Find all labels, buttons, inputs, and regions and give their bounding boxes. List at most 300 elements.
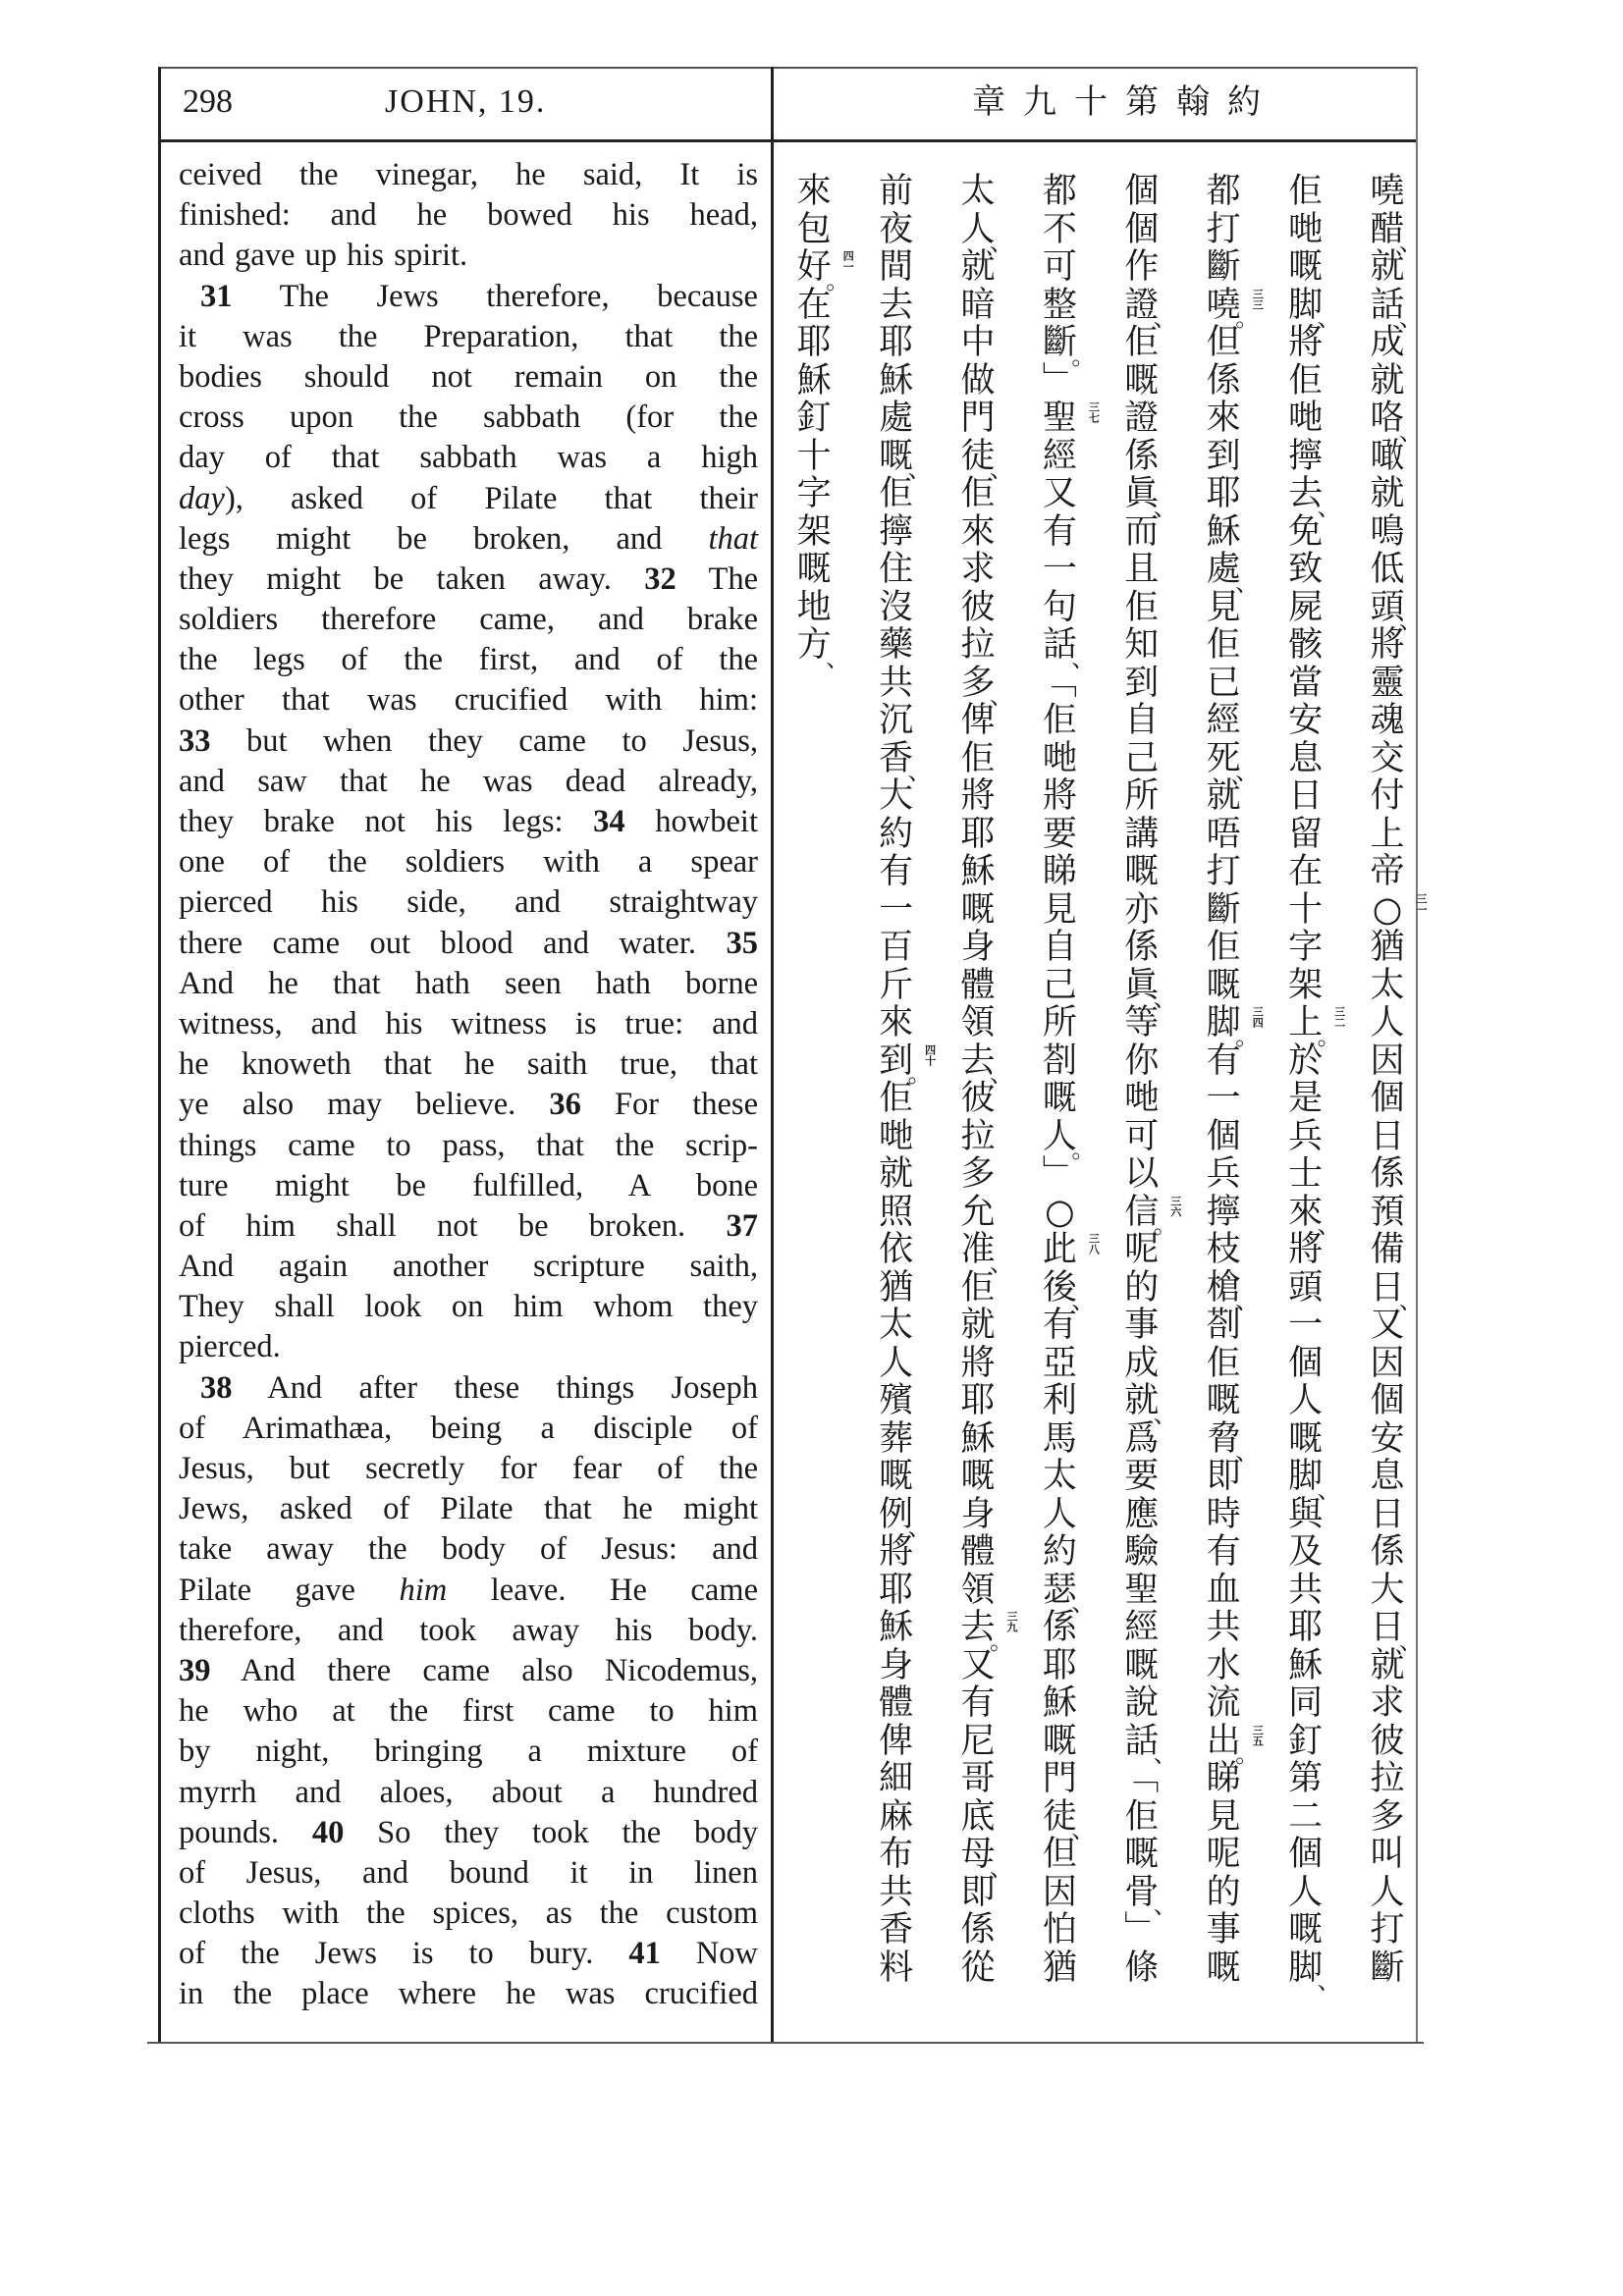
chinese-character: 彼 xyxy=(960,1079,996,1118)
text-segment: by night, bringing a mixture of xyxy=(179,1734,758,1770)
punctuation: 、 xyxy=(990,682,1013,710)
chinese-character: 信 。 三六 xyxy=(1124,1192,1182,1239)
text-segment: day xyxy=(179,480,225,516)
chinese-character: 猶 xyxy=(1042,1948,1077,1988)
chinese-character: 脚 、 xyxy=(1288,285,1341,332)
chinese-character: 頭 、 xyxy=(1370,587,1423,634)
chinese-character: 係 xyxy=(1124,436,1160,476)
chinese-character: 而 xyxy=(1124,511,1160,552)
chinese-character: 徒 、 xyxy=(1042,1796,1096,1843)
chinese-character: 是 xyxy=(1288,1079,1324,1118)
chinese-character: 亦 xyxy=(1124,889,1160,930)
chinese-running-head: 約翰第十九章 xyxy=(972,82,1278,122)
punctuation: 、 xyxy=(1071,644,1096,672)
punctuation: 。 xyxy=(1153,1211,1177,1239)
english-line xyxy=(179,1368,758,1409)
verse-number: 32 xyxy=(644,561,676,597)
chinese-character: 身 xyxy=(960,1494,996,1534)
chinese-character: 不 xyxy=(1042,209,1077,249)
punctuation: 、 xyxy=(1153,493,1177,521)
punctuation: 、 xyxy=(1399,1627,1423,1655)
punctuation: 、 xyxy=(1317,304,1341,332)
chinese-character: 己 xyxy=(1042,965,1077,1005)
chinese-character: 佢 xyxy=(879,474,914,513)
chinese-character: 地 xyxy=(796,587,832,627)
chinese-character: 穌 xyxy=(1288,1645,1324,1685)
chinese-character: 事 xyxy=(1124,1306,1160,1345)
chinese-character: 係 xyxy=(960,1910,996,1949)
chinese-character: ○ 三一 xyxy=(1372,889,1428,930)
chinese-character: 呢 xyxy=(1124,1230,1160,1269)
english-line xyxy=(179,236,758,276)
chinese-character: 共 xyxy=(879,1872,914,1912)
english-line xyxy=(179,1611,758,1651)
chinese-character: 咯 、 xyxy=(1370,399,1423,446)
chinese-character: 打 xyxy=(1206,209,1241,249)
chinese-character: 就 xyxy=(960,247,996,287)
chinese-character: 一 xyxy=(1206,1079,1241,1118)
english-line xyxy=(179,1691,758,1732)
chinese-character: 日 、 xyxy=(1370,1267,1423,1314)
verse-number: 41 xyxy=(628,1936,661,1972)
chinese-character: 佢 xyxy=(1206,928,1241,967)
chinese-character: 共 xyxy=(1206,1608,1241,1647)
english-line xyxy=(179,1853,758,1894)
english-line xyxy=(179,398,758,438)
chinese-character: 嘅 xyxy=(1124,1835,1160,1874)
punctuation: 、 xyxy=(1235,568,1260,597)
text-segment: And again another scripture saith, xyxy=(179,1249,758,1285)
chinese-character: ﹂ xyxy=(1042,1154,1077,1194)
english-line xyxy=(179,277,758,317)
chinese-character: 照 xyxy=(879,1192,914,1232)
chinese-character: 於 xyxy=(1288,1041,1324,1081)
chinese-character: 字 xyxy=(796,474,832,513)
chinese-character: 睇 xyxy=(1042,852,1077,891)
chinese-character: 又 xyxy=(1370,1306,1405,1345)
verse-number: 36 xyxy=(549,1087,581,1123)
verse-number: 三四 xyxy=(1251,1006,1265,1028)
text-segment: The Jews therefore, because xyxy=(232,278,758,314)
english-line xyxy=(179,1449,758,1489)
chinese-character: 個 xyxy=(1370,1381,1405,1420)
chinese-character: 佢 xyxy=(1288,172,1324,211)
chinese-character: 耶 xyxy=(1042,1645,1077,1685)
chinese-character: 將 xyxy=(960,1343,996,1383)
chinese-character: 藥 xyxy=(879,625,914,665)
verse-number: 38 xyxy=(200,1369,233,1406)
text-segment: For these xyxy=(580,1087,758,1123)
text-segment: howbeit xyxy=(624,804,758,839)
text-segment: things came to pass, that the scrip- xyxy=(179,1127,758,1163)
chinese-character: 哥 xyxy=(960,1759,996,1798)
chinese-character: 哋 xyxy=(879,1116,914,1156)
chinese-character: 太 xyxy=(960,172,996,211)
chinese-character: 拉 xyxy=(960,1116,996,1156)
chinese-character: 帝 xyxy=(1370,852,1405,891)
chinese-character: 徒 、 xyxy=(960,436,1013,483)
text-segment: The xyxy=(676,561,758,597)
chinese-column xyxy=(877,172,937,1988)
text-segment: pierced his side, and straightway xyxy=(179,884,758,921)
top-rule xyxy=(159,67,1418,69)
english-line xyxy=(179,1206,758,1247)
verse-number: 三八 xyxy=(1087,1233,1101,1255)
chinese-character: 但 xyxy=(1206,323,1241,362)
chinese-character: 噉 xyxy=(1370,436,1405,476)
chinese-character: 例 、 xyxy=(879,1494,932,1541)
chinese-character: 拉 xyxy=(960,625,996,665)
punctuation: 、 xyxy=(1317,1211,1341,1239)
chinese-character: 嘅 xyxy=(1206,1948,1241,1988)
chinese-character: 的 xyxy=(1124,1267,1160,1308)
chinese-character: 穌 xyxy=(1042,1683,1077,1723)
punctuation: 。 xyxy=(1317,1022,1341,1050)
chinese-character: 第 xyxy=(1288,1759,1324,1798)
chinese-character: 係 xyxy=(1370,1532,1405,1572)
chinese-character: 話 、 xyxy=(1042,625,1096,672)
chinese-character: 及 xyxy=(1288,1532,1324,1572)
verse-number: 34 xyxy=(593,804,625,839)
text-segment: ), asked of Pilate that their xyxy=(224,480,758,516)
chinese-character: 在 xyxy=(796,285,832,325)
chinese-character: 呢 xyxy=(1206,1835,1241,1874)
chinese-character: 二 xyxy=(1288,1796,1324,1837)
chinese-character: 成 xyxy=(1124,1343,1160,1383)
english-line xyxy=(179,802,758,842)
chinese-character: 見 xyxy=(1042,889,1077,930)
punctuation: 、 xyxy=(1153,1740,1177,1768)
chinese-character: 整 xyxy=(1042,285,1077,325)
chinese-character: 嘅 xyxy=(1206,1381,1241,1420)
verse-number: 三九 xyxy=(1005,1611,1018,1632)
chinese-character: 麻 xyxy=(879,1796,914,1837)
chinese-character: 佢 xyxy=(1124,1796,1160,1837)
chinese-character: 拉 xyxy=(1370,1759,1405,1798)
chinese-character: 有 xyxy=(879,852,914,891)
chinese-character: 人 xyxy=(1288,1381,1324,1420)
english-line xyxy=(179,1773,758,1813)
text-segment: So they took the body xyxy=(344,1814,758,1850)
punctuation: 、 xyxy=(907,455,932,483)
chinese-character: 因 xyxy=(1042,1872,1077,1912)
chinese-character: 將 xyxy=(1288,323,1324,362)
chinese-character: 交 xyxy=(1370,738,1405,778)
chinese-character: 擰 xyxy=(1288,436,1324,476)
chinese-character: 去 xyxy=(879,285,914,325)
chinese-character: 佢 xyxy=(879,1079,914,1118)
punctuation: 、 xyxy=(1399,229,1423,256)
chinese-character: 脚 。 三四 xyxy=(1206,1003,1265,1050)
chinese-character: 證 xyxy=(1124,399,1160,438)
chinese-character: 的 xyxy=(1206,1872,1241,1912)
chinese-character: 嘅 xyxy=(1042,1079,1077,1118)
chinese-character: 嘅 xyxy=(960,1457,996,1496)
chinese-character: 個 xyxy=(1288,1835,1324,1874)
chinese-character: 眞 、 xyxy=(1124,474,1177,521)
chinese-character: 此 三八 xyxy=(1042,1230,1101,1269)
english-line xyxy=(179,1085,758,1125)
english-line xyxy=(179,1166,758,1206)
text-segment: him xyxy=(399,1572,448,1608)
chinese-column xyxy=(794,172,855,672)
english-line xyxy=(179,1974,758,2014)
verse-number: 三七 xyxy=(1087,401,1101,423)
chinese-character: 係 xyxy=(1206,360,1241,400)
text-segment: And there came also Nicodemus, xyxy=(210,1652,758,1688)
english-line xyxy=(179,842,758,882)
chinese-character: 脅 、 xyxy=(1206,1418,1260,1466)
chinese-character: 佢 xyxy=(960,1267,996,1308)
chinese-character: 嘅 xyxy=(1288,1910,1324,1949)
chinese-character: 又 xyxy=(960,1645,996,1685)
chinese-character: 脚 、 xyxy=(1288,1457,1341,1504)
chinese-character: 預 xyxy=(1370,1192,1405,1232)
chinese-character: 嘵 。 三三 xyxy=(1206,285,1265,332)
text-segment: ye also may believe. xyxy=(179,1087,550,1123)
chinese-character: 出 。 三五 xyxy=(1206,1721,1265,1768)
chinese-character: 體 xyxy=(960,965,996,1005)
text-segment: that xyxy=(708,520,758,557)
english-line xyxy=(179,1044,758,1085)
chinese-character: 同 xyxy=(1288,1683,1324,1723)
chinese-character: 架 xyxy=(796,511,832,552)
chinese-character: 留 xyxy=(1288,814,1324,854)
chinese-character: 細 xyxy=(879,1759,914,1798)
chinese-character: 都 xyxy=(1042,172,1077,211)
text-segment: cross upon the sabbath (for the xyxy=(179,400,758,436)
chinese-character: 將 xyxy=(1042,776,1077,816)
punctuation: 、 xyxy=(1317,493,1341,521)
chinese-character: 共 xyxy=(879,663,914,703)
text-segment: Jesus, but secretly for fear of the xyxy=(179,1451,758,1486)
chinese-character: 方 、 xyxy=(796,625,850,672)
chinese-character: 准 、 xyxy=(960,1230,1013,1277)
chinese-character: 前 xyxy=(879,172,914,211)
chinese-character: 在 xyxy=(1288,852,1324,891)
chinese-character: 瑟 、 xyxy=(1042,1570,1096,1617)
chinese-column xyxy=(958,172,1018,1988)
chinese-character: 就 、 xyxy=(1124,1381,1177,1428)
verse-number: 三二 xyxy=(1332,1006,1346,1028)
chinese-character: 屍 xyxy=(1288,587,1324,627)
punctuation: 。 xyxy=(1071,342,1096,370)
chinese-character: 槍 、 xyxy=(1206,1267,1260,1314)
chinese-character: 到 xyxy=(1206,436,1241,476)
chinese-character: 來 xyxy=(879,1003,914,1042)
text-segment: he knoweth that he saith true, that xyxy=(179,1046,758,1083)
chinese-character: 人 。 xyxy=(1042,1116,1096,1163)
chinese-character: 知 xyxy=(1124,625,1160,665)
chinese-character: 係 xyxy=(1124,928,1160,967)
punctuation: 、 xyxy=(1399,1287,1423,1314)
text-segment: take away the body of Jesus: and xyxy=(179,1531,758,1568)
english-line xyxy=(179,1651,758,1691)
punctuation: 、 xyxy=(1399,304,1423,332)
chinese-character: 水 xyxy=(1206,1645,1241,1685)
text-segment: of Jesus, and bound it in linen xyxy=(179,1854,758,1891)
text-segment: therefore, and took away his body. xyxy=(179,1612,758,1648)
chinese-character: 耶 xyxy=(1288,1608,1324,1647)
chinese-character: 要 xyxy=(1124,1457,1160,1496)
text-segment: bodies should not remain on the xyxy=(179,358,758,395)
chinese-character: 經 xyxy=(1206,701,1241,740)
chinese-character: 後 、 xyxy=(1042,1267,1096,1314)
chinese-character: 個 xyxy=(1124,209,1160,249)
chinese-character: 來 xyxy=(960,511,996,552)
chinese-character: 布 xyxy=(879,1835,914,1874)
english-line xyxy=(179,155,758,195)
chinese-character: 猶 xyxy=(1370,928,1405,967)
chinese-character: 可 xyxy=(1042,247,1077,287)
chinese-character: 一 xyxy=(879,889,914,930)
chinese-character: 多 xyxy=(1370,1796,1405,1837)
chinese-character: 就 xyxy=(1206,776,1241,816)
chinese-character: 應 xyxy=(1124,1494,1160,1534)
english-line xyxy=(179,317,758,357)
chinese-character: 個 xyxy=(1288,1343,1324,1383)
column-divider xyxy=(771,67,774,2044)
chinese-character: 息 xyxy=(1370,1457,1405,1496)
chinese-character: 將 xyxy=(960,776,996,816)
chinese-character: 領 xyxy=(960,1003,996,1042)
chinese-character: 穌 xyxy=(960,1418,996,1459)
chinese-character: 因 xyxy=(1370,1343,1405,1383)
verse-number: 四十 xyxy=(923,1043,937,1066)
chinese-character: 己 xyxy=(1124,738,1160,778)
chinese-character: 日 xyxy=(1370,1116,1405,1156)
punctuation: 、 xyxy=(1071,1816,1096,1843)
chinese-character: 人 xyxy=(879,1343,914,1383)
chinese-column xyxy=(1040,172,1101,1988)
chinese-character: 釘 xyxy=(796,399,832,438)
punctuation: 。 xyxy=(907,1060,932,1088)
chinese-character: 嘅 xyxy=(796,550,832,589)
chinese-character: 允 xyxy=(960,1192,996,1232)
chinese-character: 亞 xyxy=(1042,1343,1077,1383)
chinese-character: 自 xyxy=(1042,928,1077,967)
chinese-character: 依 xyxy=(879,1230,914,1269)
chinese-character: 有 xyxy=(1042,1306,1077,1345)
chinese-character: 字 xyxy=(1288,928,1324,967)
chinese-character: 耶 xyxy=(960,1381,996,1420)
text-segment: and saw that he was dead already, xyxy=(179,763,758,799)
chinese-character: 安 xyxy=(1370,1418,1405,1459)
chinese-character: 打 xyxy=(1370,1910,1405,1949)
chinese-character: 條 xyxy=(1124,1948,1160,1988)
punctuation: 、 xyxy=(826,644,850,672)
verse-number: 33 xyxy=(179,722,211,759)
chinese-character: 嘅 xyxy=(1124,852,1160,891)
chinese-character: 太 xyxy=(879,1306,914,1345)
chinese-character: 馬 xyxy=(1042,1418,1077,1459)
page-number: 298 xyxy=(183,83,233,120)
chinese-character: 以 xyxy=(1124,1154,1160,1194)
chinese-character: 兵 xyxy=(1206,1154,1241,1194)
chinese-character: 斷 xyxy=(1370,1948,1405,1988)
chinese-character: 底 xyxy=(960,1796,996,1837)
english-line xyxy=(179,519,758,560)
text-segment: of the Jews is to bury. xyxy=(179,1936,629,1972)
text-segment: day of that sabbath was a high xyxy=(179,440,758,476)
chinese-character: 到 xyxy=(1124,663,1160,703)
english-line xyxy=(179,721,758,762)
chinese-character: 有 xyxy=(1206,1041,1241,1081)
text-segment: they brake not his legs: xyxy=(179,804,594,839)
chinese-character: 日 xyxy=(1288,776,1324,816)
text-segment: legs might be broken, and xyxy=(179,520,709,557)
chinese-character: 從 xyxy=(960,1948,996,1988)
chinese-character: 要 xyxy=(1042,814,1077,854)
chinese-character: 可 xyxy=(1124,1116,1160,1156)
punctuation: 、 xyxy=(1235,1438,1260,1466)
chinese-character: 日 xyxy=(1370,1494,1405,1534)
chinese-character: 門 xyxy=(1042,1759,1077,1798)
chinese-character: 太 xyxy=(1042,1457,1077,1496)
chinese-character: 利 xyxy=(1042,1381,1077,1420)
chinese-character: 但 xyxy=(1042,1835,1077,1874)
english-line xyxy=(179,1529,758,1570)
chinese-character: 佢 xyxy=(960,738,996,778)
chinese-character: 剳 xyxy=(1206,1306,1241,1345)
punctuation: 、 xyxy=(1235,1287,1260,1314)
english-line xyxy=(179,195,758,236)
chinese-character: 聖 xyxy=(1124,1570,1160,1610)
chinese-character: 大 xyxy=(1370,1570,1405,1610)
chinese-character: 佢 xyxy=(1124,323,1160,362)
verse-number: 37 xyxy=(726,1207,758,1244)
chinese-character: 百 xyxy=(879,928,914,967)
chinese-character: 佢 xyxy=(1124,587,1160,627)
english-line xyxy=(179,1732,758,1772)
chinese-character: 斷 xyxy=(1206,247,1241,287)
chinese-character: 擰 xyxy=(879,511,914,552)
chinese-character: 打 xyxy=(1206,852,1241,891)
punctuation: 、 xyxy=(907,1514,932,1541)
text-segment: ceived the vinegar, he said, It is xyxy=(179,157,758,192)
english-line xyxy=(179,640,758,680)
chinese-character: 耶 xyxy=(879,323,914,362)
chinese-character: 就 xyxy=(1370,360,1405,400)
chinese-character: 哋 xyxy=(1288,399,1324,438)
chinese-character: 將 xyxy=(1288,1230,1324,1269)
chinese-character: 穌 xyxy=(796,360,832,400)
english-text-column xyxy=(179,155,758,2015)
chinese-character: 即 xyxy=(1206,1457,1241,1496)
chinese-character: 睇 xyxy=(1206,1759,1241,1798)
chinese-character: 係 xyxy=(1042,1608,1077,1647)
chinese-character: 來 、 xyxy=(1288,1192,1341,1239)
chinese-character: 佢 xyxy=(1288,360,1324,400)
chinese-character: 佢 xyxy=(1206,625,1241,665)
chinese-character: 就 xyxy=(879,1154,914,1194)
chinese-character: 魂 xyxy=(1370,701,1405,740)
header-rule xyxy=(159,139,1418,142)
chinese-character: ﹂ xyxy=(1042,360,1077,400)
punctuation: 、 xyxy=(1071,1287,1096,1314)
chinese-character: 即 xyxy=(960,1872,996,1912)
chinese-character: 釘 xyxy=(1288,1721,1324,1761)
chinese-character: 耶 xyxy=(879,1570,914,1610)
chinese-character: 包 xyxy=(796,209,832,249)
chinese-character: 枝 xyxy=(1206,1230,1241,1269)
chinese-character: 來 xyxy=(1206,399,1241,438)
text-segment: ture might be fulfilled, A bone xyxy=(179,1167,758,1203)
chinese-character: 免 xyxy=(1288,511,1324,552)
chinese-character: 備 xyxy=(1370,1230,1405,1269)
chinese-character: 俾 xyxy=(879,1721,914,1761)
chinese-character: 共 xyxy=(1288,1570,1324,1610)
